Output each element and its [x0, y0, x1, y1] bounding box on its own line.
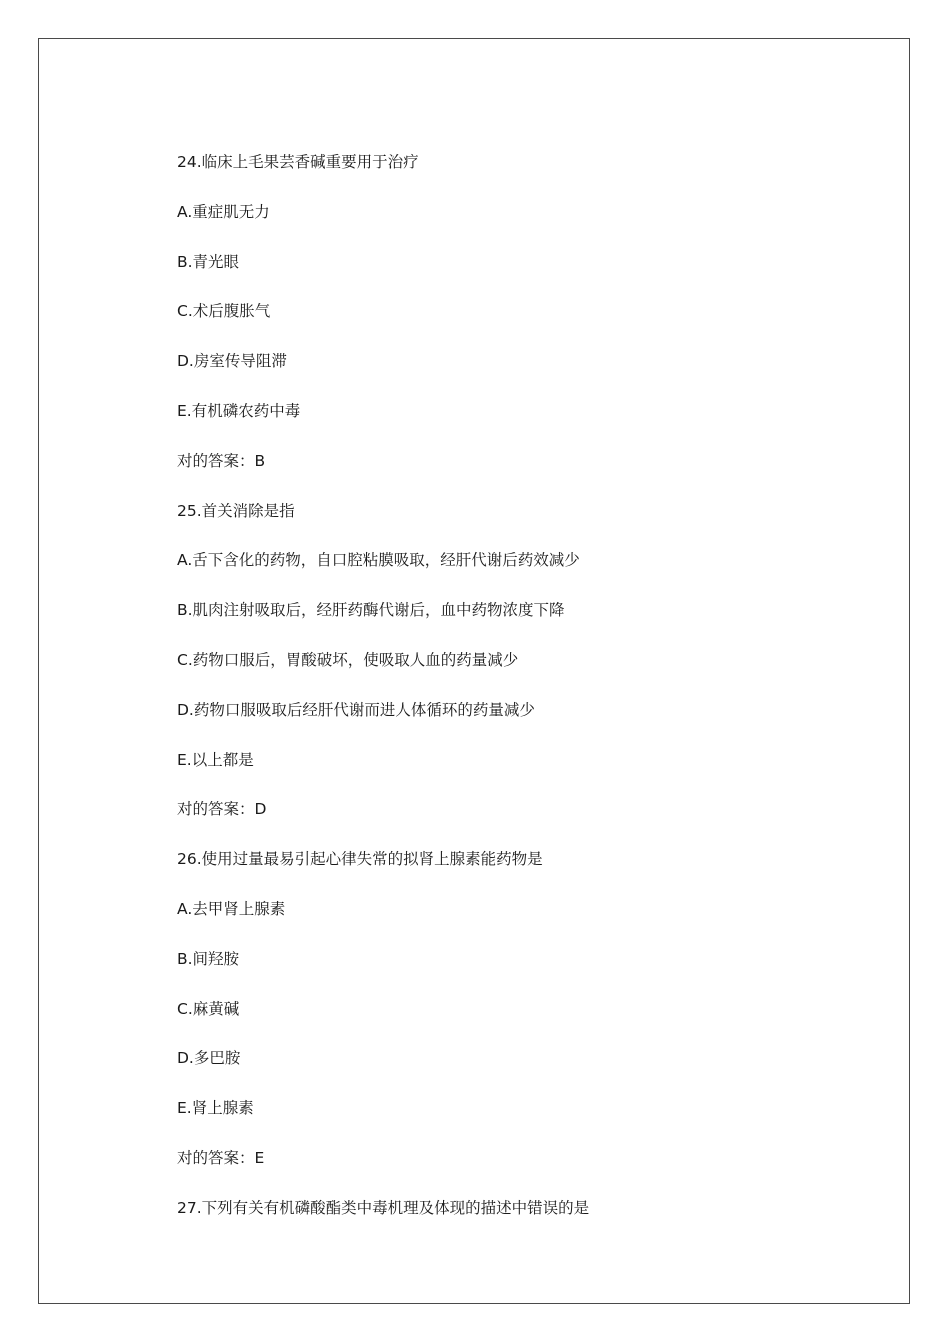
question-25: 25.首关消除是指 — [177, 501, 295, 520]
question-24: 24.临床上毛果芸香碱重要用于治疗 — [177, 153, 419, 171]
option-d: D.药物口服吸取后经肝代谢而进人体循环的药量减少 — [177, 700, 535, 719]
option-e: E.肾上腺素 — [177, 1099, 254, 1118]
option-d: D.房室传导阻滞 — [177, 352, 287, 371]
option-b: B.肌肉注射吸取后，经肝药酶代谢后，血中药物浓度下降 — [177, 601, 565, 620]
option-b: B.青光眼 — [177, 252, 240, 271]
document-body — [177, 150, 877, 1246]
option-d: D.多巴胺 — [177, 1049, 241, 1068]
answer-24: 对的答案：B — [177, 451, 266, 470]
option-c: C.药物口服后，胃酸破坏，使吸取人血的药量减少 — [177, 650, 519, 669]
option-a: A.舌下含化的药物，自口腔粘膜吸取，经肝代谢后药效减少 — [177, 551, 580, 570]
answer-25: 对的答案：D — [177, 800, 267, 819]
question-27: 27.下列有关有机磷酸酯类中毒机理及体现的描述中错误的是 — [177, 1198, 590, 1217]
option-a: A.去甲肾上腺素 — [177, 899, 286, 918]
option-e: E.有机磷农药中毒 — [177, 401, 301, 420]
option-c: C.麻黄碱 — [177, 999, 240, 1018]
option-c: C.术后腹胀气 — [177, 302, 271, 321]
option-b: B.间羟胺 — [177, 949, 240, 968]
option-a: A.重症肌无力 — [177, 202, 270, 221]
answer-26: 对的答案：E — [177, 1148, 265, 1167]
option-e: E.以上都是 — [177, 750, 254, 769]
question-26: 26.使用过量最易引起心律失常的拟肾上腺素能药物是 — [177, 850, 543, 869]
